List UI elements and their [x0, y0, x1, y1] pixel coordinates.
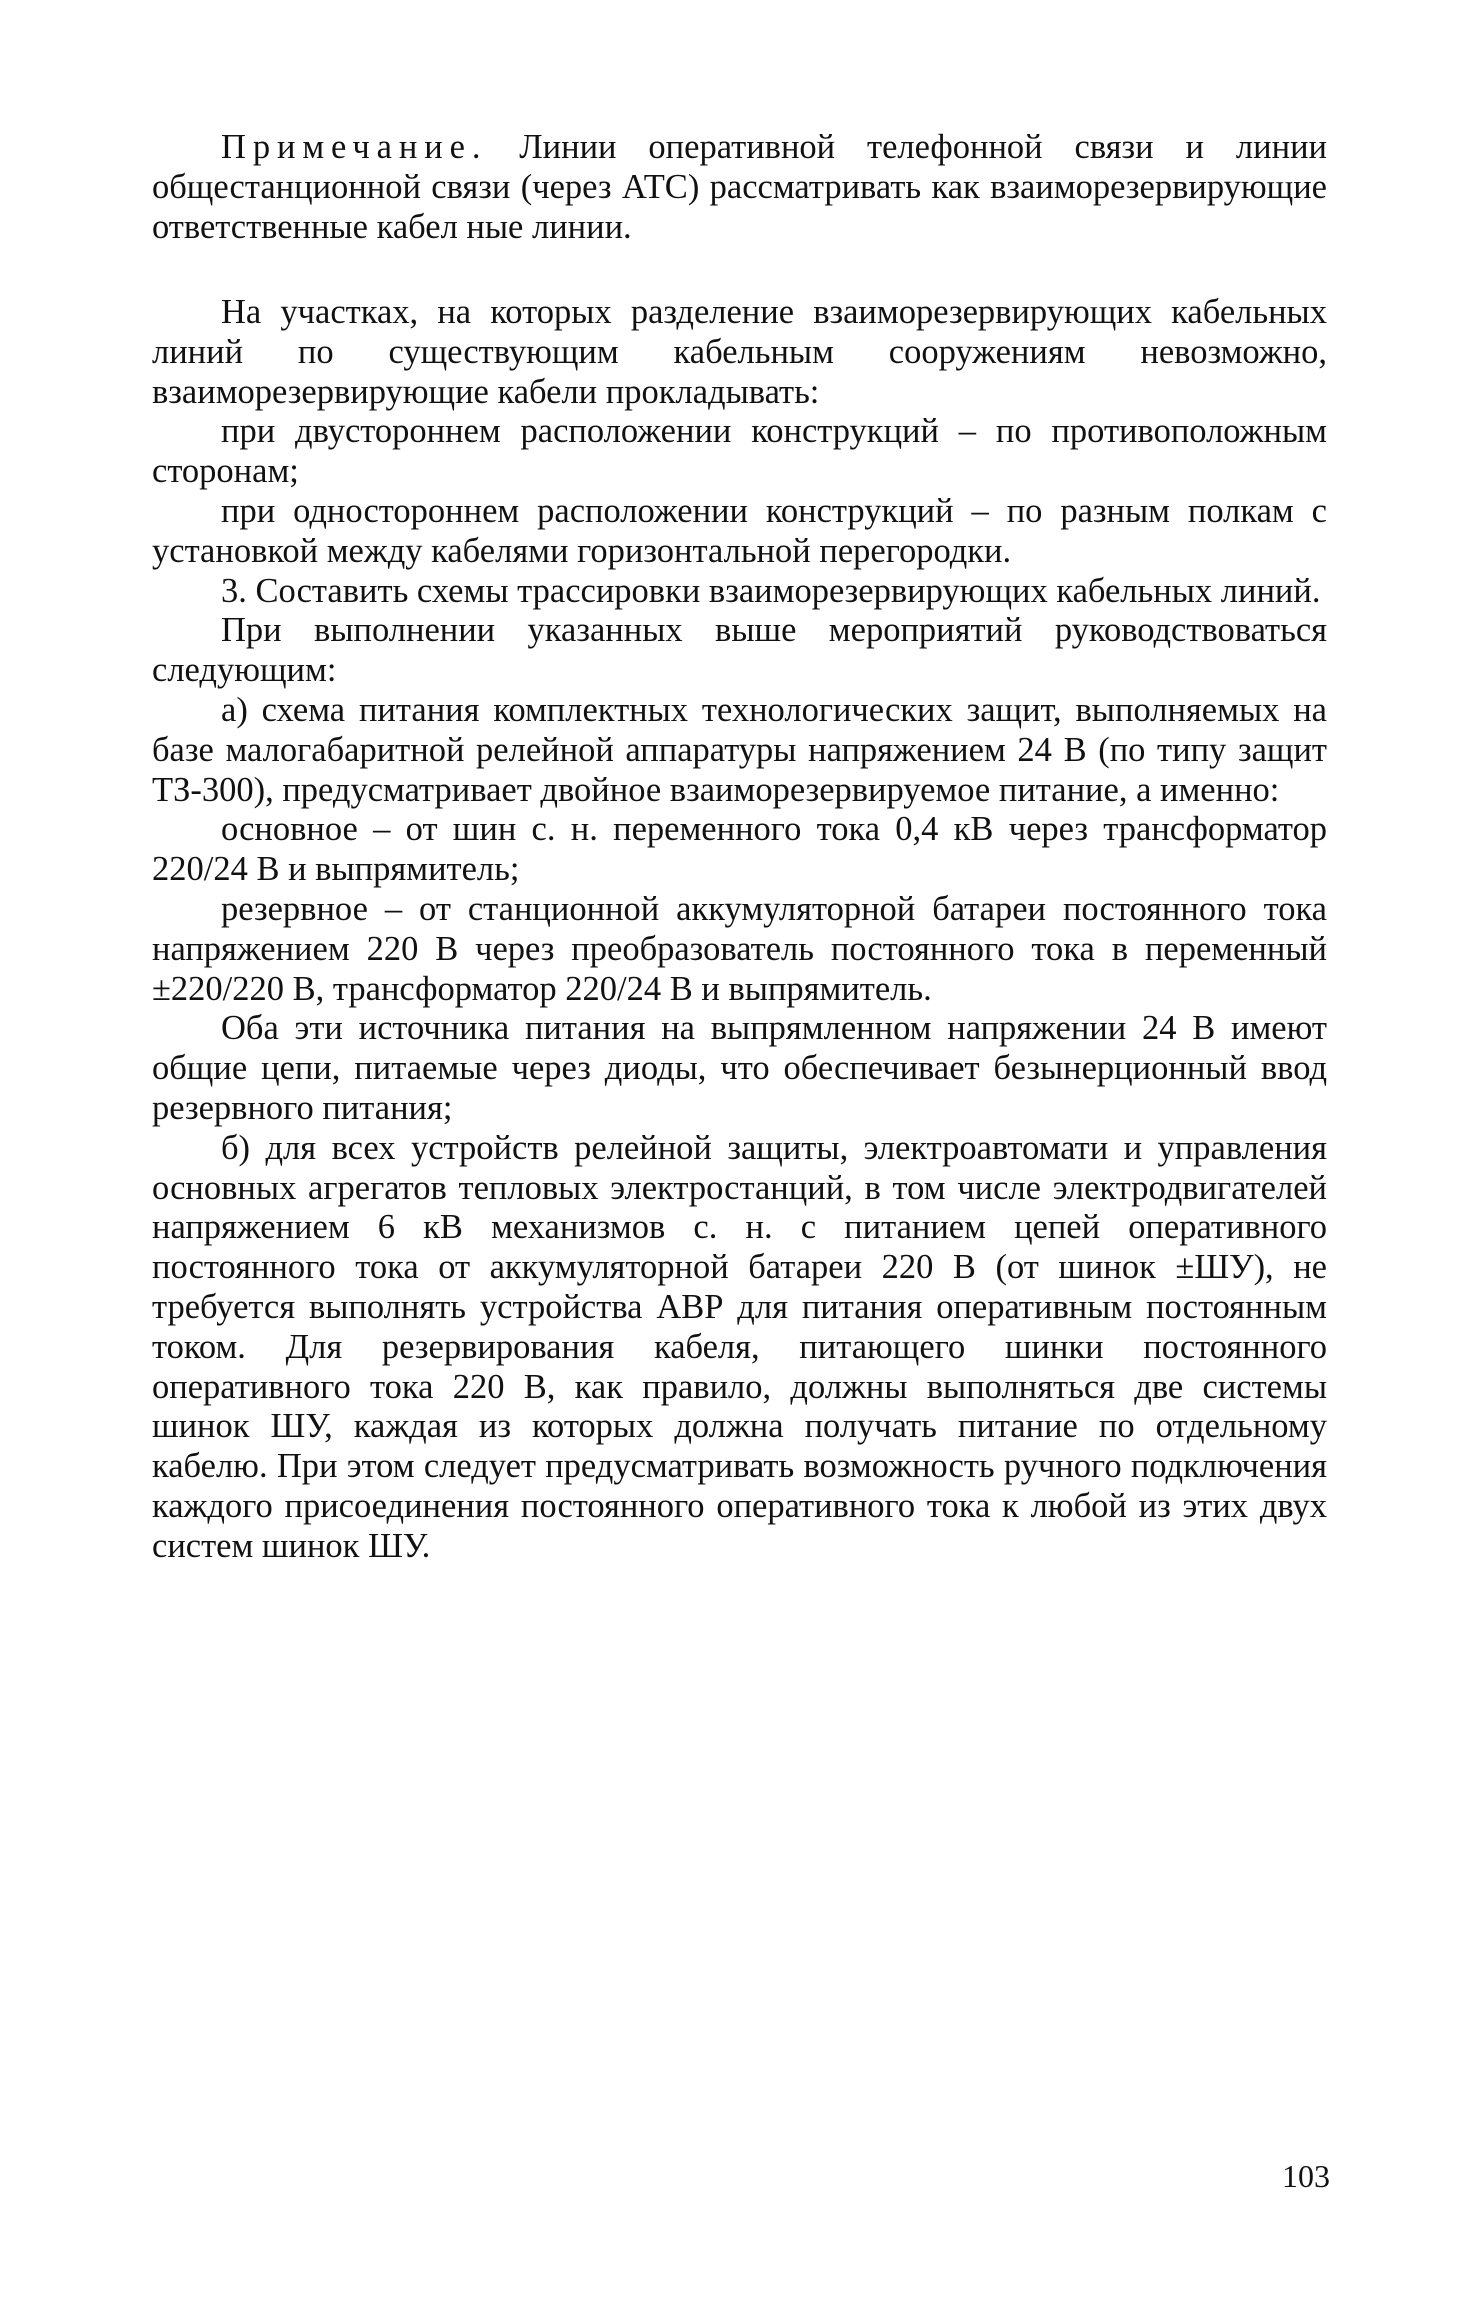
page-number: 103 [1282, 2158, 1330, 2194]
paragraph: На участках, на которых разделение взаиморезервирующих кабельных линий по существующим кабельным сооружениям невозможно, взаиморезервирующие кабели прокладывать: [152, 293, 1327, 411]
main-text-block [152, 293, 1327, 1567]
paragraph: основное – от шин с. н. переменного тока 0,4 кВ через трансформатор 220/24 В и выпрямитель; [152, 810, 1327, 889]
paragraph: При выполнении указанных выше мероприятий руководствоваться следующим: [152, 611, 1327, 690]
paragraph: 3. Составить схемы трассировки взаиморезервирующих кабельных линий. [221, 571, 1321, 610]
note-paragraph [152, 128, 1327, 247]
paragraph: при одностороннем расположении конструкций – по разным полкам с установкой между кабелями горизонтальной перегородки. [152, 491, 1327, 570]
note-block [152, 128, 1327, 247]
paragraph: резервное – от станционной аккумуляторной батареи постоянного тока напряжением 220 В через преобразователь постоянного тока в переменный ±220/220 В, трансформатор 220/24 В и выпрямитель. [152, 889, 1327, 1008]
note-label: Примечание. [221, 128, 488, 166]
paragraph: Оба эти источника питания на выпрямленном напряжении 24 В имеют общие цепи, питаемые через диоды, что обеспечивает безынерционный ввод резервного питания; [152, 1009, 1327, 1127]
paragraph: при двустороннем расположении конструкций – по противоположным сторонам; [152, 412, 1327, 491]
paragraph: а) схема питания комплектных технологических защит, выполняемых на базе малогабаритной релейной аппаратуры напряжением 24 В (по типу защит ТЗ-300), предусматривает двойное взаиморезервируемое питание, а именно: [152, 690, 1327, 809]
paragraph: б) для всех устройств релейной защиты, электроавтомати и управления основных агрегатов тепловых электростанций, в том числе электродвигателей напряжением 6 кВ механизмов с. н. с питанием цепей оперативного постоянного тока от аккумуляторной батареи 220 В (от шинок ±ШУ), не требуется выполнять устройства АВР для питания оперативным постоянным током. Для резервирования кабеля, питающего шинки постоянного оперативного тока 220 В, как правило, должны выполняться две системы шинок ШУ, каждая из которых должна получать питание по отдельному кабелю. При этом следует предусматривать возможность ручного подключения каждого присоединения постоянного оперативного тока к любой из этих двух систем шинок ШУ. [152, 1128, 1327, 1565]
note-text: Линии оперативной телефонной связи и линии общестанционной связи (через АТС) рассматривать как взаиморезервирующие ответственные кабел ные линии. [152, 128, 1327, 246]
